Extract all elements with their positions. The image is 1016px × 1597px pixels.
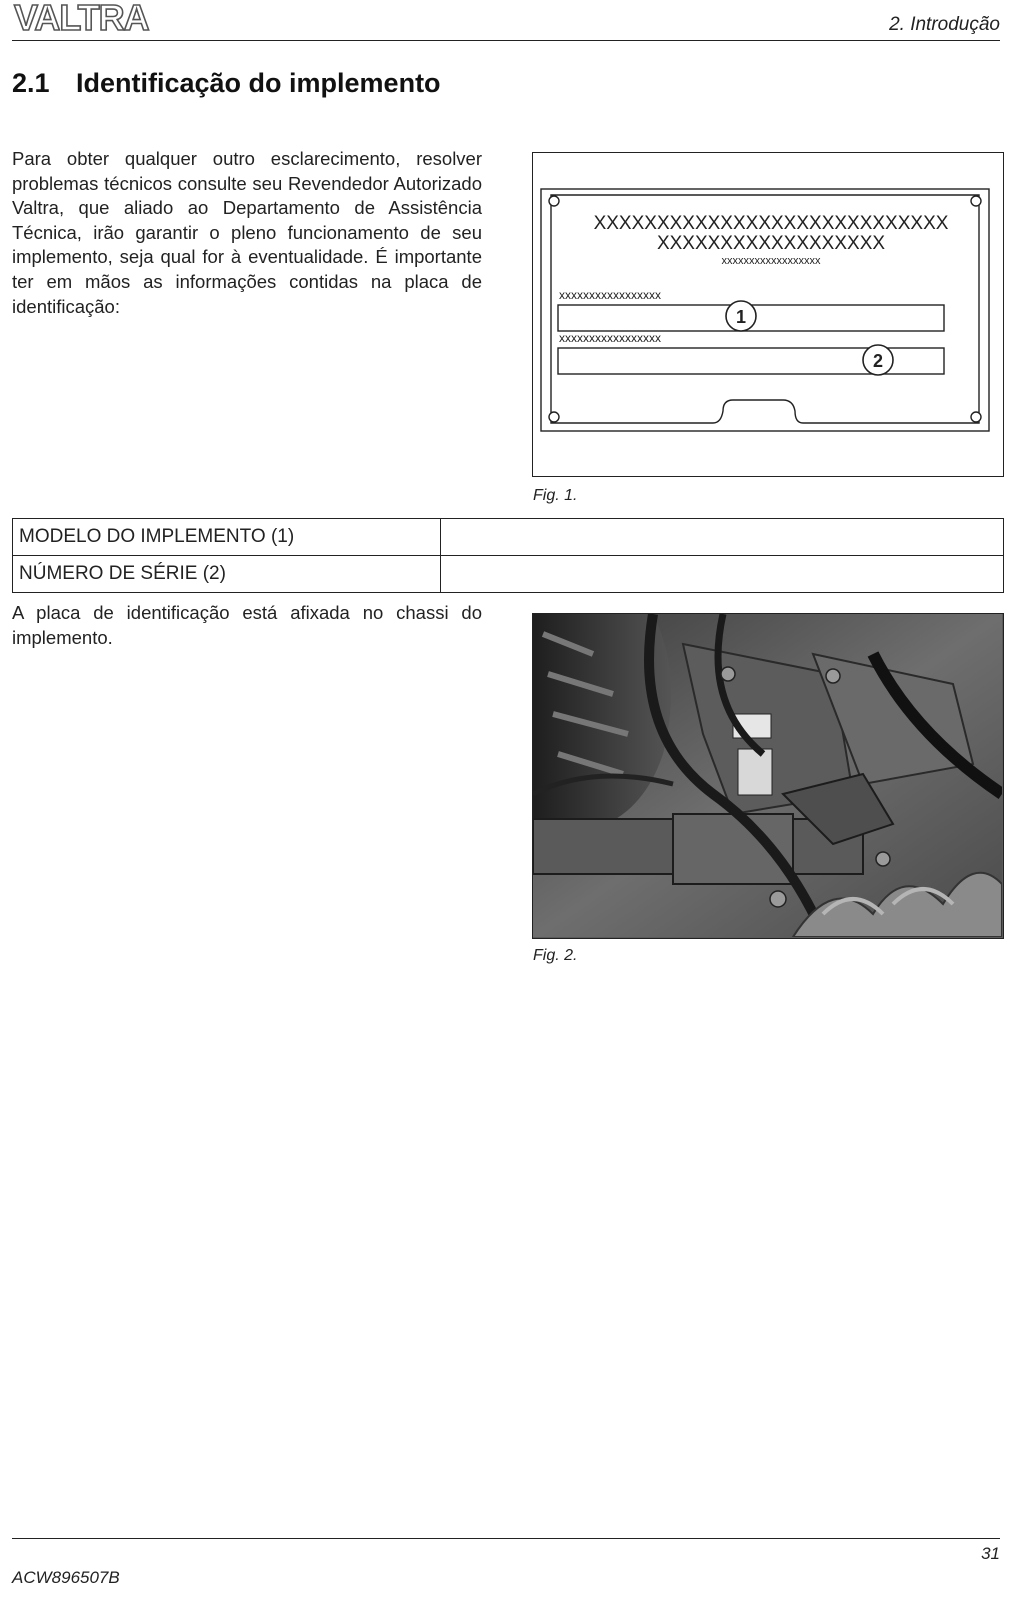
plate-field-1-label: xxxxxxxxxxxxxxxxx xyxy=(559,288,661,302)
identification-plate-figure xyxy=(532,152,1004,477)
callout-2: 2 xyxy=(872,351,884,371)
plate-line-1: XXXXXXXXXXXXXXXXXXXXXXXXXXXX xyxy=(593,213,949,234)
header-divider xyxy=(12,40,1000,41)
valtra-logo xyxy=(12,0,177,34)
callout-1: 1 xyxy=(735,307,747,327)
chassis-photo-drawing xyxy=(533,614,1002,937)
logo-text: VALTRA xyxy=(14,0,149,34)
section-heading xyxy=(12,68,441,99)
section-number: 2.1 xyxy=(12,68,50,98)
identification-plate-drawing xyxy=(533,153,1002,475)
chassis-photo xyxy=(532,613,1004,939)
plate-line-3: xxxxxxxxxxxxxxxxxx xyxy=(721,255,821,267)
section-title-text: Identificação do implemento xyxy=(76,68,441,98)
identification-table xyxy=(12,518,1004,593)
footer-divider xyxy=(12,1538,1000,1539)
document-code: ACW896507B xyxy=(12,1568,120,1587)
location-paragraph: A placa de identificação está afixada no chassi do implemento. xyxy=(12,602,482,648)
table-cell-value xyxy=(441,556,1004,593)
figure-1-caption: Fig. 1. xyxy=(533,487,578,504)
page-number: 31 xyxy=(981,1544,1000,1563)
table-cell-label: MODELO DO IMPLEMENTO (1) xyxy=(13,519,441,556)
plate-field-2-label: xxxxxxxxxxxxxxxxx xyxy=(559,331,661,345)
table-cell-value xyxy=(441,519,1004,556)
plate-line-2: XXXXXXXXXXXXXXXXXX xyxy=(656,233,886,254)
table-row xyxy=(13,556,1004,593)
intro-paragraph: Para obter qualquer outro esclarecimento, resolver problemas técnicos consulte seu Revendedor Autorizado Valtra, que aliado ao Departamento de Assistência Técnica, irão garantir o pleno funcionamento de seu implemento, seja qual for à eventualidade. É importante ter em mãos as informações contidas na placa de identificação: xyxy=(12,148,482,317)
table-row xyxy=(13,519,1004,556)
table-cell-label: NÚMERO DE SÉRIE (2) xyxy=(13,556,441,593)
figure-2-caption: Fig. 2. xyxy=(533,947,578,964)
chapter-title: 2. Introdução xyxy=(889,14,1000,35)
